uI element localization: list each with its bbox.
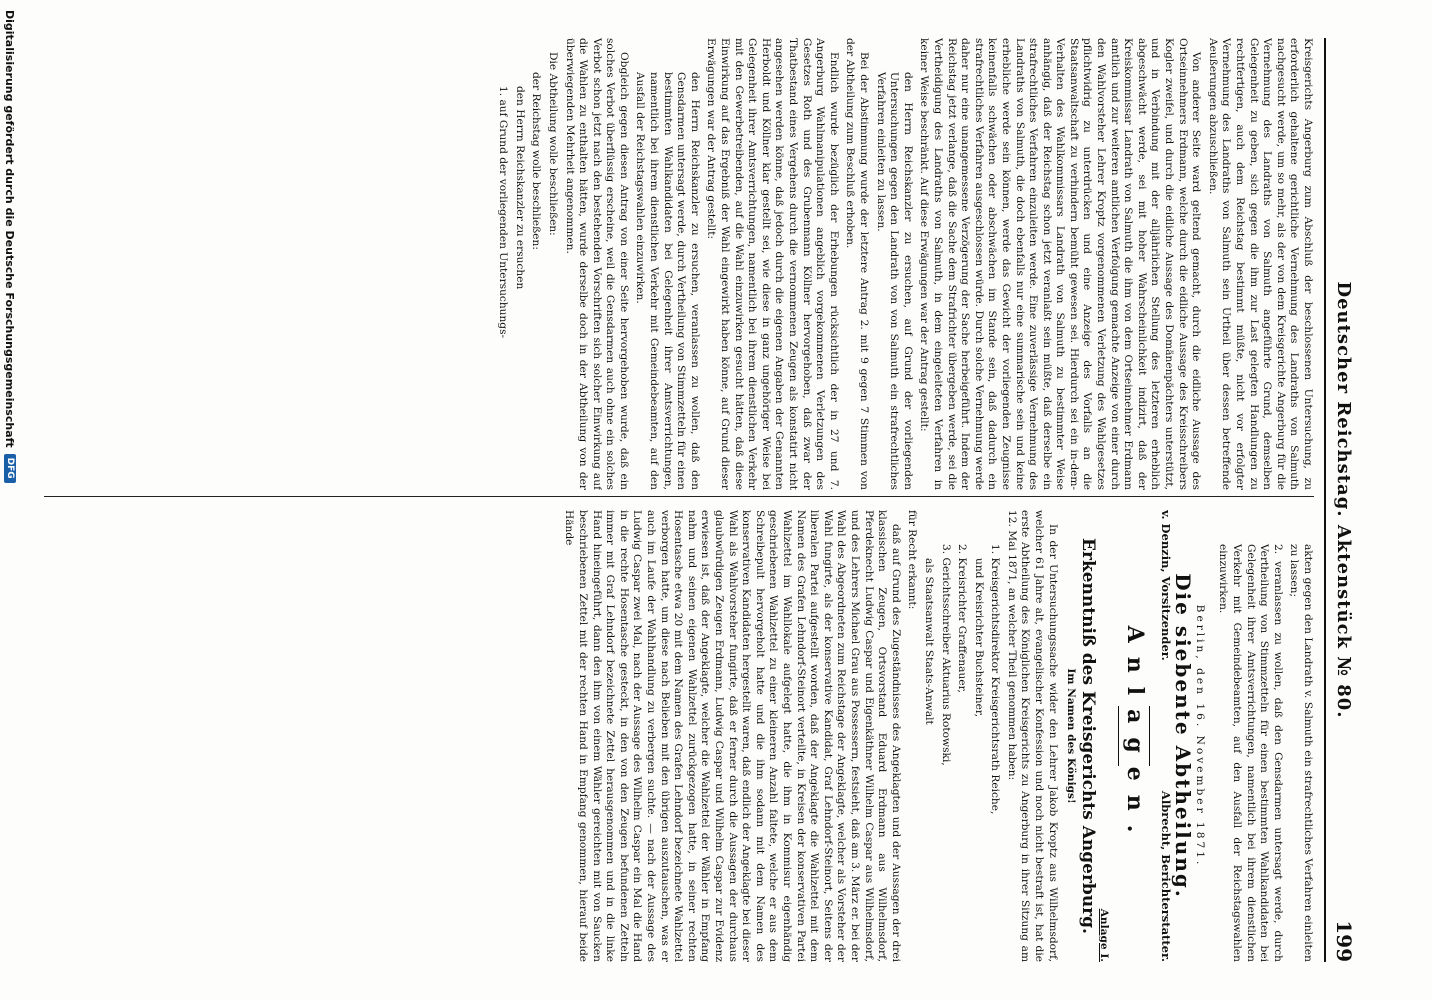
motion-text: den Herrn Reichskanzler zu ersuchen, veranlassen zu wollen, daß den Gensdarmen untersagt werde, durch Vertheilung von Stimmzetteln für einen bestimmten Wahlkandidaten bei Gelegenheit ihrer Amtsverrichtungen, namentlich bei ihrem dienstlichen Verkehr mit Gemeindebeamten, auf den Ausfall der Reichstagswahlen einzuwirken. [634, 72, 701, 490]
header-title: Deutscher Reichstag. Aktenstück № 80. [1333, 281, 1355, 719]
erkenntnis-title: Erkenntniß des Kreisgerichts Angerburg. [1077, 538, 1098, 934]
anlagen-heading: Anlagen. [1122, 625, 1149, 847]
separator-rule [1118, 706, 1119, 766]
footer-text: Digitalisierung gefördert durch die Deutsche Forschungsgemeinschaft [3, 10, 17, 448]
digitization-footer [0, 0, 20, 1000]
court-member: und Kreisrichter Buchsteiner, [972, 558, 985, 718]
section-title: Die siebente Abtheilung. [1171, 573, 1196, 899]
court-member: 2. Kreisrichter Graffenauer, [956, 544, 969, 693]
paragraph: Bei der Abstimmung wurde der letztere Antrag 2. mit 9 gegen 7 Stimmen von der Abtheilung zum Beschluß erhoben. [844, 38, 870, 490]
signature-chairman: v. Denzin, Vorsitzender. [1158, 510, 1173, 661]
signature-line [1158, 510, 1172, 962]
date-line: Berlin, den 16. November 1871. [1193, 604, 1206, 868]
court-member: 1. Kreisgerichtsdirektor Kreisgerichtsrath Reiche, [989, 544, 1002, 815]
paragraph: In der Untersuchungssache wider den Lehrer Jakob Kroptz aus Wilhelmsdorf, welcher 61 Jahre alt, evangelischer Konfession und noch nicht bestraft ist, hat die erste Abtheilung des Königlichen Kreisgerichts zu Angerburg in ihrer Sitzung am 12. Mai 1871, an welcher Theil genommen haben: [1005, 510, 1059, 962]
court-member: 3. Gerichtsschreiber Aktuarius Rotowski, [939, 544, 952, 766]
paragraph: Endlich wurde bezüglich der Erhebungen rücksichtlich der in 27 und 7. Angerburg Wahlmanipulationen angeblich vorgekommenen Verletzungen des Gesetzes Roth und des Grubenmann Köllner hervorgehoben, daß zwar der Thatbestand eines Vergehens durch die vernommenen Zeugen als konstatirt nicht angesehen werden könne, daß jedoch durch die eigenen Angaben der Genannten Herboldt und Köllner klar gestellt sei, wie diese in ganz ungehöriger Weise bei Gelegenheit ihrer Amtsverrichtungen, namentlich bei ihrem dienstlichen Verkehr mit den Gewerbetreibenden, auf die Wahl einzuwirken gesucht hätten, daß diese Einwirkung auf das Ergebniß der Wahl eingewirkt haben könne, auf Grund dieser Erwägungen war der Antrag gestellt: [705, 38, 840, 490]
court-staatsanwalt: als Staatsanwalt Staats-Anwalt [922, 558, 935, 725]
recht-erkannt: für Recht erkannt: [906, 510, 919, 610]
signature-reporter: Albrecht, Berichterstatter. [1158, 790, 1173, 962]
im-namen-line: Im Namen des Königs! [1065, 668, 1078, 804]
motion-text: den Herrn Reichskanzler zu ersuchen, auf Grund der vorliegenden Untersuchungen gegen den Landrath von von Salmuth ein strafrechtliches Verfahren einleiten zu lassen. [874, 72, 914, 490]
column-divider [44, 496, 1314, 497]
resolution-lead: den Herrn Reichskanzler zu ersuchen [513, 86, 526, 290]
separator-rule [1149, 706, 1150, 766]
dfg-logo: DFG [4, 454, 16, 483]
right-column [44, 510, 1314, 962]
page-number: 199 [1332, 920, 1356, 962]
paragraph: Obgleich gegen diesen Antrag von einer Seite hervorgehoben wurde, daß ein solches Verbot überflüssig erscheine, weil die Gensdarmen auch ohne ein solches Verbot schon jetzt nach den bestehenden Vorschriften sich solcher Einwirkung auf die Wahlen zu enthalten hätten, wurde derselbe doch in der Abtheilung von der überwiegenden Mehrheit angenommen. [563, 38, 630, 490]
resolution-item: akten gegen den Landrath v. Salmuth ein strafrechtliches Verfahren einleiten zu lassen; [1288, 544, 1314, 962]
paragraph: Die Abtheilung wolle beschließen: [546, 52, 559, 236]
resolution-item: 1. auf Grund der vorliegenden Untersuchungs- [497, 86, 510, 339]
anlage-label: Anlage I. [1098, 908, 1111, 962]
paragraph: daß auf Grund des Zugeständnisses des Angeklagten und der Aussagen der drei klassischen Zeugen, Ortsvorstand Eduard Erdmann aus Wilhelmsdorf, Pferdeknecht Ludwig Caspar und Eigenkäthner Wilhelm Caspar aus Wilhelmsdorf, und des Lehrers Michael Grau aus Possessern, festsieht, daß am 3. März er. bei der Wahl des Abgeordneten zum Reichstage der Angeklagte, welcher als Vorsteher der Wahl fungirte, als der konservative Kandidat, Graf Lehndorf-Steinort, Seitens der liberalen Partei aufgestellt worden, daß der Angeklagte die Wahlzettel mit dem Namen des Grafen Lehndorf-Steinort verteilte, in Kreisen der konservativen Partei Wahlzettel im Wahllokale aufgelegt hatte, die ihm in Kommisur eigenhändig geschriebenen Wahlzettel zu einer kleineren Anzahl faltete, welche er aus dem Schreibepult hervorgeholt hatte und die ihm sodann mit dem Namen des konservativen Kandidaten hergestellt waren, daß endlich der Angeklagte bei dieser Wahl als Wahlvorsteher fungirte, daß er ferner durch die Aussagen der durchaus glaubwürdigen Zeugen Erdmann, Ludwig Caspar und Wilhelm Caspar zur Evidenz erwiesen ist, daß der Angeklagte, welcher die Wahlzettel der Wähler in Empfang nahm und seinen eigenen Wahlzettel zurückgezogen hatte, in seiner rechten Hosentasche etwa 20 mit dem Namen des Grafen Lehndorf bezeichnete Wahlzettel verborgen hatte, um diese nach Belieben mit den übrigen auszutauschen, was er auch im Laufe der Wahlhandlung zu verbergen suchte. — nach der Aussage des Ludwig Caspar zwei Mal, nach der Aussage des Wilhelm Caspar ein Mal die Hand in die rechte Hosentasche gesteckt, in den von den Zeugen befundenen Zetteln immer mit Graf Lehndorf bezeichnete Zettel herausgenommen und in die linke Hand hineingeführt, dann den ihm von einem Wähler gereichten mit von Saucken beschriebenen Zettel mit der rechten Hand in Empfang genommen, hierauf beide Hände [563, 510, 902, 962]
page-header [1324, 38, 1362, 962]
resolution-item: 2. veranlassen zu wollen, daß den Gensdarmen untersagt werde, durch Vertheilung von Stimmzetteln für einen bestimmten Wahlkandidaten bei Gelegenheit ihrer Amtsverrichtungen, namentlich bei ihrem dienstlichen Verkehr mit Gemeindebeamten, auf den Ausfall der Reichstagswahlen einzuwirken. [1217, 544, 1284, 962]
left-column [44, 38, 1314, 490]
paragraph: Kreisgerichts Angerburg zum Abschluß der beschlossenen Untersuchung, zu erforderlich gehaltene gerichtliche Vernehmung des Landraths von Salmuth nachgesucht werde, um so mehr, als der von dem Kreisgerichte Angerburg für die Vernehmung des Landraths von Salmuth angeführte Grund, demselben Gelegenheit zu geben, sich gegen die ihm zur Last gelegten Handlungen zu rechtfertigen, auch dem Reichstag bestimmt müßte, nicht vor erfolgter Vernehmung des Landraths von Salmuth sein Urtheil über dessen betreffende Aeußerungen abzuschließen. [1206, 38, 1314, 490]
paragraph: Von anderer Seite ward geltend gemacht, durch die eidliche Aussage des Ortseinnehmers Erdmann, welche durch die eidliche Aussage des Kreisschreibers Kogler zweifel, und durch die eidliche Aussage des Domänenpächters unterstützt, und in Verbindung mit der alljährlichen Stellung des letzteren erheblich abgeschwächt werde, sei mit hoher Wahrscheinlichkeit indizirt, daß der Kreiskommissar Landrath von Salmuth die ihm von dem Ortseinnehmer Erdmann amtlich und zur weiteren amtlichen Verfolgung gemachte Anzeige von einer durch den Wahlvorsteher Lehrer Kroptz vorgenommenen Verletzung des Wahlgesetzes pflichtwidrig zu unterdrücken und eine Anzeige des Vorfalls an die Staatsanwaltschaft zu verhindern bemüht gewesen sei. Hierdurch sei ein in-dem-Verhalten des Wahlkommissars Landrath von Salmuth zu bestimmter Weise anhängig, daß der Reichstag schon jetzt veranlaßt sein müßte, daß derselbe ein strafrechtliches Verfahren einzuleiten werde. Eine zuverlässige Vernehmung des Landraths von Salmuth, die doch ebenfalls nur eine summarische sein und keine erhebliche werde sein können, werde das Gewicht der vorliegenden Zeugnisse keinenfalls schwächen oder abschwächen im Stande sein, daß dadurch ein strafrechtliches Verfahren ausgeschlossen würde. Durch solche Vernehmung werde daher nur eine unangemessene Verzögerung der Sache herbeigeführt. Indem der Reichstag jetzt verlange, daß die Sache dem Strafrichter übergeben werde, sei die Vertheidigung des Landraths von Salmuth, in dem eingeleiteten Verfahren in keiner Weise beschränkt. Auf diese Erwägungen war der Antrag gestellt: [918, 38, 1203, 490]
resolution-intro: der Reichstag wolle beschließen: [530, 72, 543, 250]
